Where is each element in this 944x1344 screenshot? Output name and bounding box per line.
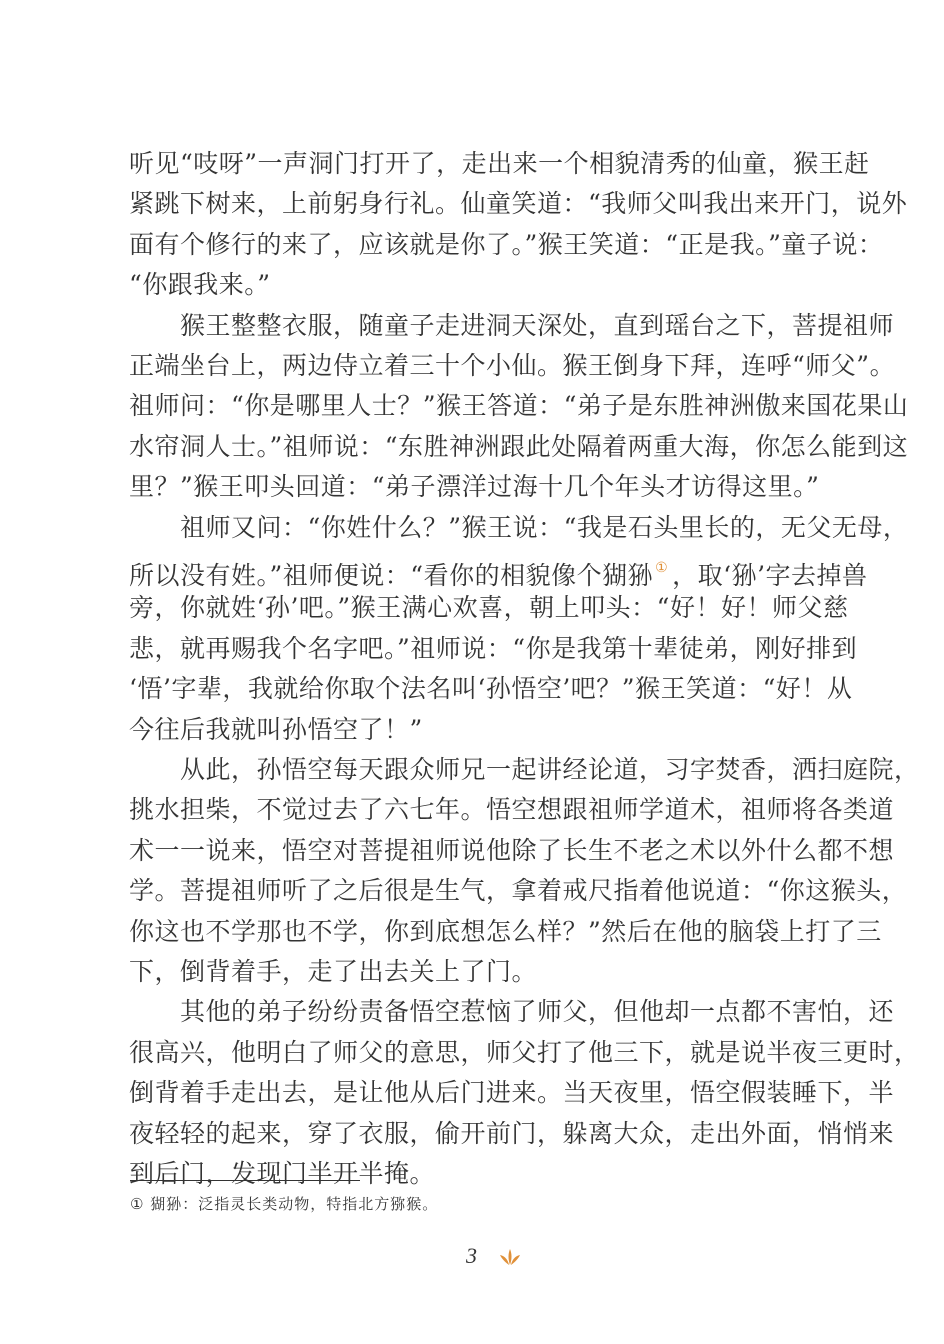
text-line [129,871,908,911]
text-segment: 夜轻轻的起来，穿了衣服，偷开前门，躲离大众，走出外面，悄悄来 [129,1118,895,1148]
text-segment: 听见“吱呀”一声洞门打开了，走出来一个相貌清秀的仙童，猴王赶 [129,149,870,178]
text-line [129,346,896,386]
text-segment: 旁，你就姓‘孙’吧。”猴王满心欢喜，朝上叩头：“好！好！师父慈 [129,593,849,623]
text-line [129,144,870,184]
text-line [129,306,895,346]
text-segment: 挑水担柴，不觉过去了六七年。悟空想跟祖师学道术，祖师将各类道 [129,795,895,825]
text-segment: 从此，孙悟空每天跟众师兄一起讲经论道，习字焚香，洒扫庭院， [129,755,920,784]
text-line [129,1154,815,1194]
text-line [129,831,895,871]
text-line [129,912,882,952]
text-segment: 紧跳下树来，上前躬身行礼。仙童笑道：“我师父叫我出来开门，说外 [129,189,908,219]
text-segment: 面有个修行的来了，应该就是你了。”猴王笑道：“正是我。”童子说： [129,229,884,259]
footnote-divider [130,1180,360,1181]
text-segment: 所以没有姓。”祖师便说：“看你的相貌像个猢狲 [129,561,654,590]
text-line [129,952,815,992]
text-segment: 今往后我就叫孙悟空了！” [129,714,423,744]
text-line [129,1073,895,1113]
text-line [129,629,858,669]
text-segment: 祖师问：“你是哪里人士？”猴王答道：“弟子是东胜神洲傲来国花果山 [129,391,909,421]
footnote-reference[interactable]: ① [655,560,669,576]
text-line [129,508,909,548]
text-segment: 猴王整整衣服，随童子走进洞天深处，直到瑶台之下，菩提祖师 [129,310,895,340]
page-number: 3 [466,1243,477,1268]
text-line [129,225,884,265]
text-line [129,184,908,224]
text-segment: ，取‘狲’字去掉兽 [672,561,868,590]
text-line [129,548,868,590]
text-line [129,992,895,1032]
text-segment: 你这也不学那也不学，你到底想怎么样？”然后在他的脑袋上打了三 [129,916,882,946]
text-line [129,669,853,709]
footnote: ① 猢狲：泛指灵长类动物，特指北方猕猴。 [130,1195,439,1213]
text-line [129,588,849,628]
text-segment: 倒背着手走出去，是让他从后门进来。当天夜里，悟空假装睡下，半 [129,1078,895,1108]
text-line [129,1033,920,1073]
text-line [129,1114,895,1154]
text-segment: 悲，就再赐我个名字吧。”祖师说：“你是我第十辈徒弟，刚好排到 [129,633,858,663]
text-segment: 很高兴，他明白了师父的意思，师父打了他三下，就是说半夜三更时， [129,1037,920,1067]
leaf-ornament-icon [497,1247,523,1267]
text-segment: 到后门，发现门半开半掩。 [129,1159,436,1188]
text-line [129,427,909,467]
text-segment: 下，倒背着手，走了出去关上了门。 [129,957,538,986]
text-line [129,750,920,790]
text-segment: “你跟我来。” [129,270,271,300]
text-segment: 水帘洞人士。”祖师说：“东胜神洲跟此处隔着两重大海，你怎么能到这 [129,431,909,461]
text-segment: 术一一说来，悟空对菩提祖师说他除了长生不老之术以外什么都不想 [129,835,895,865]
text-segment: 学。菩提祖师听了之后很是生气，拿着戒尺指着他说道：“你这猴头， [129,876,908,906]
text-segment: 正端坐台上，两边侍立着三十个小仙。猴王倒身下拜，连呼“师父”。 [129,351,896,380]
text-line [129,467,820,507]
text-line [129,265,815,305]
text-segment: 祖师又问：“你姓什么？”猴王说：“我是石头里长的，无父无母， [129,512,909,542]
text-line [129,790,895,830]
text-segment: ‘悟’字辈，我就给你取个法名叫‘孙悟空’吧？”猴王笑道：“好！从 [129,674,853,704]
text-segment: 其他的弟子纷纷责备悟空惹恼了师父，但他却一点都不害怕，还 [129,997,895,1027]
text-line [129,386,909,426]
text-segment: 里？”猴王叩头回道：“弟子漂洋过海十几个年头才访得这里。” [129,472,820,502]
text-line [129,710,815,750]
